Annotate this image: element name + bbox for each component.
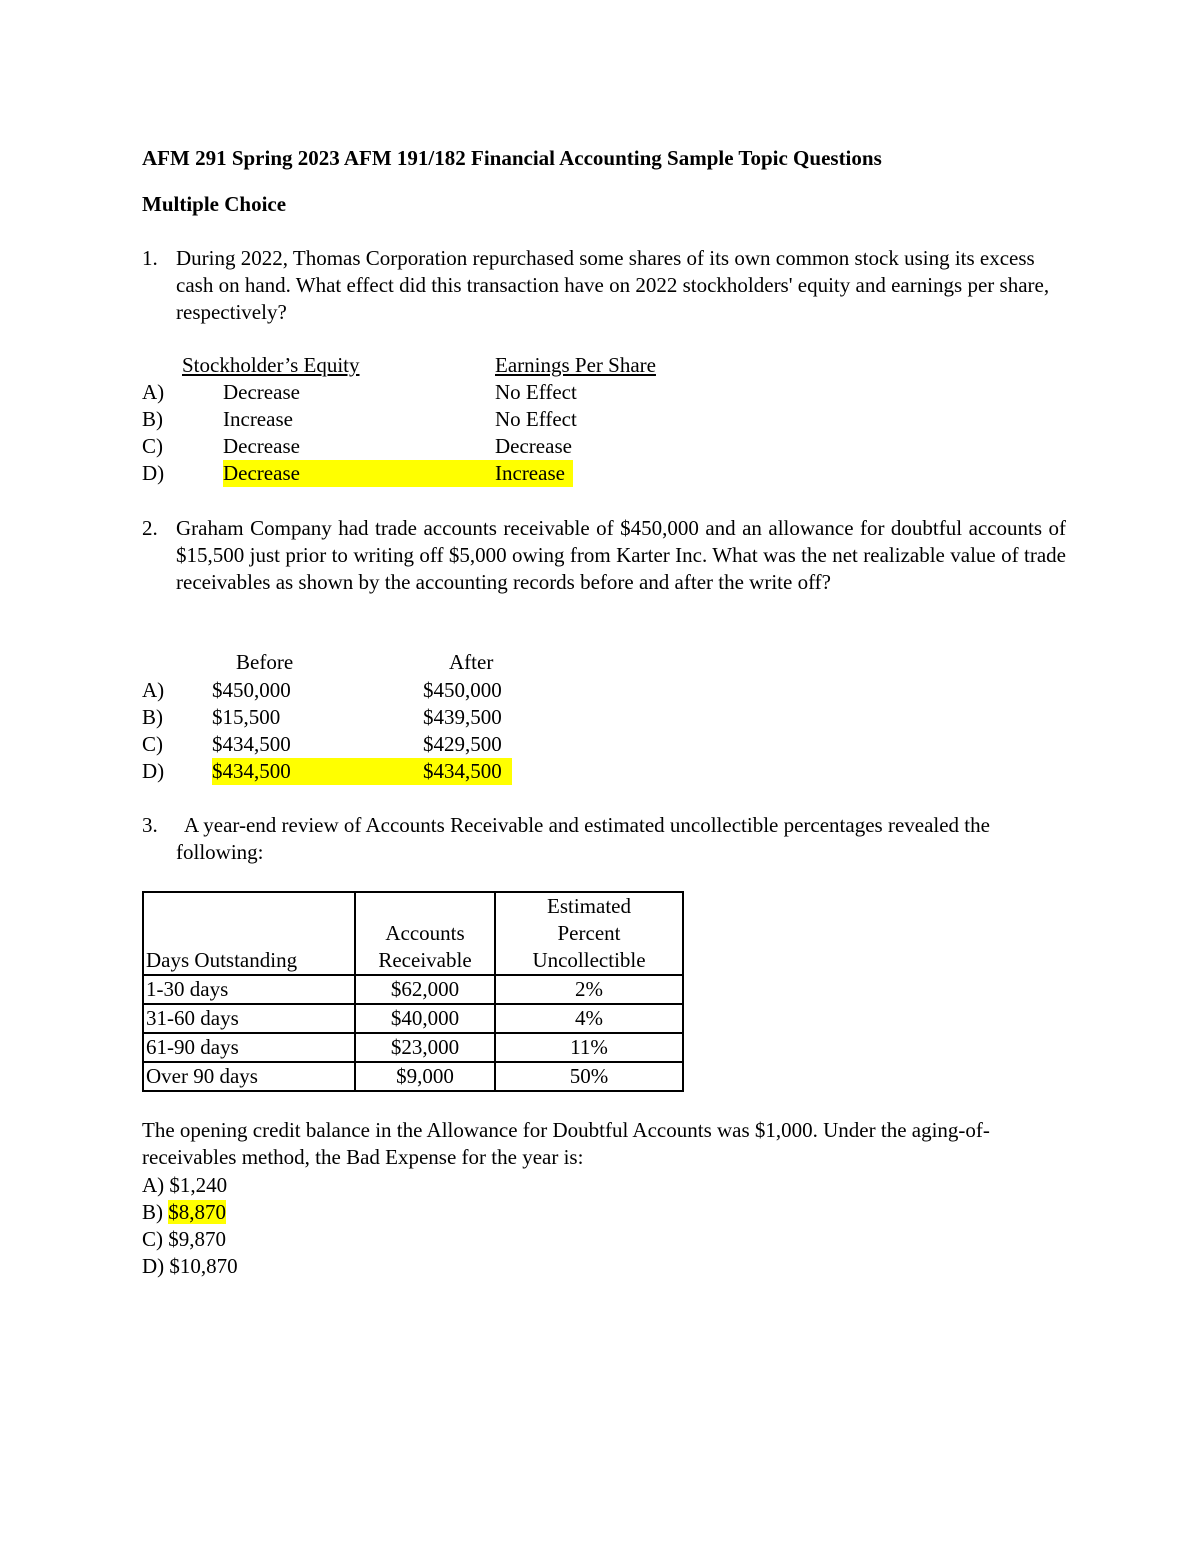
table-cell-receivable: $40,000 xyxy=(355,1004,495,1033)
question-3-option[interactable] xyxy=(142,1226,226,1252)
question-2-number: 2. xyxy=(142,516,158,540)
option-col2-highlight: $434,500 xyxy=(423,758,512,785)
question-3-option[interactable] xyxy=(142,1253,238,1279)
table-header-receivable xyxy=(355,892,495,975)
option-col2-highlight: Increase xyxy=(495,460,573,487)
table-header-percent-label: Estimated Percent Uncollectible xyxy=(532,894,646,972)
option-col1: $450,000 xyxy=(212,678,291,702)
option-col1: $15,500 xyxy=(212,705,281,729)
table-row xyxy=(143,975,683,1004)
question-1-option[interactable] xyxy=(142,433,842,460)
table-row xyxy=(143,1033,683,1062)
table-row xyxy=(143,1062,683,1091)
option-col1: Decrease xyxy=(223,434,300,458)
question-2-option-highlighted[interactable] xyxy=(142,758,842,785)
table-header-percent xyxy=(495,892,683,975)
question-3-number: 3. xyxy=(142,813,158,837)
question-2-header-row xyxy=(142,649,842,676)
option-value: $9,870 xyxy=(168,1227,226,1251)
option-col2: No Effect xyxy=(495,407,577,431)
option-letter: A) xyxy=(142,678,165,702)
aging-table xyxy=(142,891,684,1092)
question-1-col1-header: Stockholder’s Equity xyxy=(182,353,360,377)
option-letter: A) xyxy=(142,380,165,404)
question-3-followup: The opening credit balance in the Allowance for Doubtful Accounts was $1,000. Under the aging-of-receivables method, the Bad Expense for the year is: xyxy=(142,1118,990,1169)
question-1-text: During 2022, Thomas Corporation repurchased some shares of its own common stock using its excess cash on hand. What effect did this transaction have on 2022 stockholders' equity and earnings per share, respectively? xyxy=(176,246,1050,324)
question-3-text: A year-end review of Accounts Receivable and estimated uncollectible percentages revealed the following: xyxy=(176,813,990,864)
question-2-col2-header: After xyxy=(449,650,494,674)
option-col1: $434,500 xyxy=(212,732,291,756)
option-letter: C) xyxy=(142,434,163,458)
table-header-row xyxy=(143,892,683,975)
question-2-option[interactable] xyxy=(142,677,842,704)
option-letter: B) xyxy=(142,1200,163,1224)
option-letter: A) xyxy=(142,1173,165,1197)
table-cell-percent: 11% xyxy=(495,1033,683,1062)
table-cell-days: 31-60 days xyxy=(143,1004,355,1033)
option-col2: $439,500 xyxy=(423,705,502,729)
option-letter: C) xyxy=(142,1227,163,1251)
table-cell-receivable: $62,000 xyxy=(355,975,495,1004)
option-letter: B) xyxy=(142,705,163,729)
table-cell-percent: 2% xyxy=(495,975,683,1004)
option-col2: $450,000 xyxy=(423,678,502,702)
question-1-option[interactable] xyxy=(142,406,842,433)
option-letter: D) xyxy=(142,461,165,485)
option-col2: $429,500 xyxy=(423,732,502,756)
section-heading: Multiple Choice xyxy=(142,192,287,216)
option-letter: B) xyxy=(142,407,163,431)
table-cell-percent: 4% xyxy=(495,1004,683,1033)
option-letter: C) xyxy=(142,732,163,756)
question-2-option[interactable] xyxy=(142,731,842,758)
option-col2: Decrease xyxy=(495,434,572,458)
question-3-option-highlighted[interactable] xyxy=(142,1199,226,1225)
table-row xyxy=(143,1004,683,1033)
option-col2: No Effect xyxy=(495,380,577,404)
table-header-receivable-label: Accounts Receivable xyxy=(378,921,472,972)
table-cell-receivable: $9,000 xyxy=(355,1062,495,1091)
option-col1-highlight: Decrease xyxy=(223,460,495,487)
question-3-option[interactable] xyxy=(142,1172,227,1198)
question-2-option[interactable] xyxy=(142,704,842,731)
table-cell-days: 61-90 days xyxy=(143,1033,355,1062)
table-cell-receivable: $23,000 xyxy=(355,1033,495,1062)
question-1-number: 1. xyxy=(142,246,158,270)
question-2-text: Graham Company had trade accounts receivable of $450,000 and an allowance for doubtful accounts of $15,500 just prior to writing off $5,000 owing from Karter Inc. What was the net realizable value of trade receivables as shown by the accounting records before and after the write off? xyxy=(176,516,1066,594)
table-cell-days: Over 90 days xyxy=(143,1062,355,1091)
question-1-option[interactable] xyxy=(142,379,842,406)
page-title: AFM 291 Spring 2023 AFM 191/182 Financial Accounting Sample Topic Questions xyxy=(142,146,882,170)
question-1-option-highlighted[interactable] xyxy=(142,460,842,487)
table-cell-percent: 50% xyxy=(495,1062,683,1091)
option-value: $1,240 xyxy=(169,1173,228,1197)
option-letter: D) xyxy=(142,1254,165,1278)
option-value: $10,870 xyxy=(169,1254,238,1278)
table-header-days: Days Outstanding xyxy=(143,892,355,975)
option-value-highlight: $8,870 xyxy=(168,1200,226,1224)
question-2-col1-header: Before xyxy=(236,650,294,674)
option-letter: D) xyxy=(142,759,165,783)
option-col1: Increase xyxy=(223,407,293,431)
question-1-col2-header: Earnings Per Share xyxy=(495,353,656,377)
option-col1-highlight: $434,500 xyxy=(212,758,423,785)
table-cell-days: 1-30 days xyxy=(143,975,355,1004)
question-1-header-row xyxy=(142,352,842,379)
option-col1: Decrease xyxy=(223,380,300,404)
